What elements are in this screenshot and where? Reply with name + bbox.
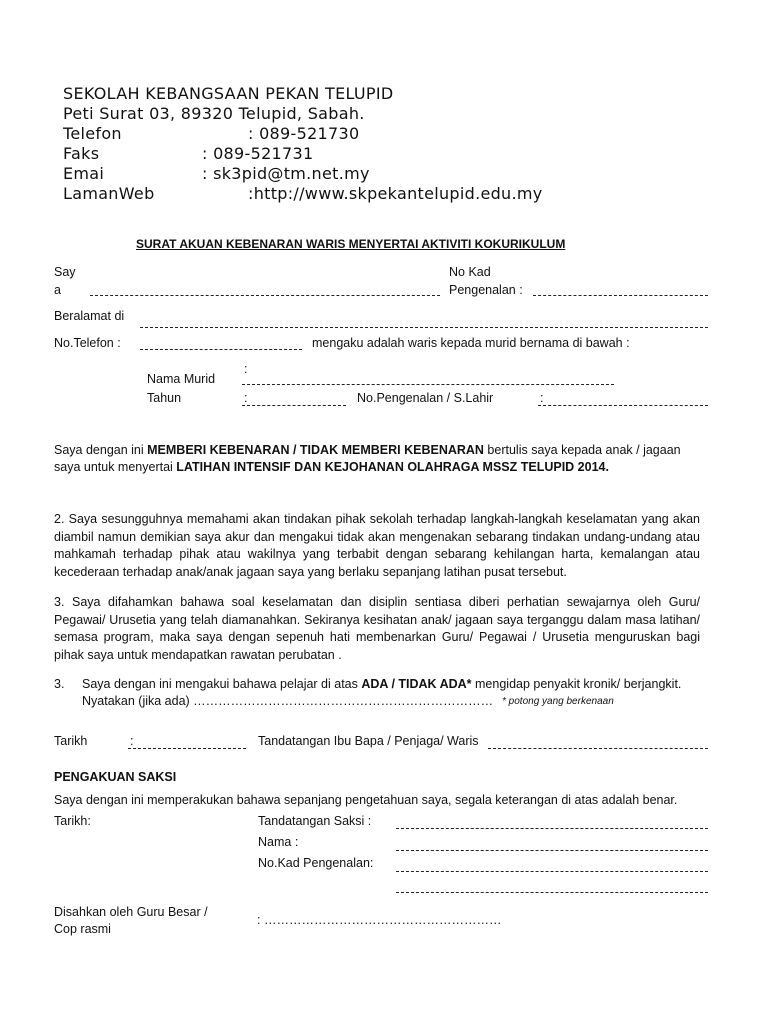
strike-note: * potong yang berkenaan [502, 696, 614, 707]
phone-value: : 089-521730 [248, 124, 360, 143]
paragraph-3: 3. Saya difahamkan bahawa soal keselamatan dan disiplin sentiasa diberi perhatian sewajarnya oleh Guru/ Pegawai/ Urusetia yang telah diamanahkan. Sekiranya kesihatan anak/ jagaan saya terganggu dalam masa latihan/ semasa program, maka saya dengan sepenuh hati membenarkan Guru/ Pegawai / Urusetia menguruskan bagi pihak saya untuk mendapatkan rawatan perubatan . [54, 595, 700, 662]
date-colon: : [130, 734, 134, 748]
witness-signature-blank-line[interactable] [396, 828, 708, 829]
witness-name-label: Nama : [258, 835, 299, 849]
name-blank-line[interactable] [90, 295, 440, 296]
school-address: Peti Surat 03, 89320 Telupid, Sabah. [63, 104, 365, 123]
consent-line-1: Saya dengan ini MEMBERI KEBENARAN / TIDAK MEMBERI KEBENARAN bertulis saya kepada anak / jagaan [54, 443, 681, 457]
year-label: Tahun [147, 391, 182, 405]
student-ic-colon: : [540, 391, 544, 405]
address-label: Beralamat di [54, 309, 125, 323]
declaration-text: mengaku adalah waris kepada murid bernama di bawah : [312, 336, 630, 350]
student-ic-blank-line[interactable] [538, 405, 708, 406]
nokad-label-1: No Kad [449, 265, 491, 279]
web-label: LamanWeb [63, 184, 155, 203]
item-3-text: Saya dengan ini mengakui bahawa pelajar di atas ADA / TIDAK ADA* mengidap penyakit kronik/ berjangkit. [82, 677, 682, 691]
parent-signature-label: Tandatangan Ibu Bapa / Penjaga/ Waris [258, 734, 479, 748]
address-blank-line[interactable] [140, 327, 708, 328]
witness-name-blank-line[interactable] [396, 850, 708, 851]
student-name-blank-line[interactable] [242, 384, 614, 385]
witness-extra-blank-line[interactable] [396, 892, 708, 893]
phone-label: Telefon [63, 124, 122, 143]
item-3-number: 3. [54, 677, 65, 691]
witness-ic-blank-line[interactable] [396, 871, 708, 872]
email-label: Emai [63, 164, 105, 183]
witness-date-label: Tarikh: [54, 814, 91, 828]
document-title: SURAT AKUAN KEBENARAN WARIS MENYERTAI AKTIVITI KOKURIKULUM [136, 237, 566, 251]
ic-blank-line[interactable] [533, 295, 708, 296]
fax-value: : 089-521731 [202, 144, 314, 163]
school-name: SEKOLAH KEBANGSAAN PEKAN TELUPID [63, 84, 394, 103]
saya-label-1: Say [54, 265, 76, 279]
student-ic-label: No.Pengenalan / S.Lahir [357, 391, 494, 405]
witness-signature-label: Tandatangan Saksi : [258, 814, 372, 828]
date-label: Tarikh [54, 734, 88, 748]
saya-label-2: a [54, 283, 61, 297]
witness-statement: Saya dengan ini memperakukan bahawa sepanjang pengetahuan saya, segala keterangan di atas adalah benar. [54, 793, 678, 807]
witness-heading: PENGAKUAN SAKSI [54, 770, 177, 784]
consent-line-2: saya untuk menyertai LATIHAN INTENSIF DAN KEJOHANAN OLAHRAGA MSSZ TELUPID 2014. [54, 460, 609, 474]
witness-ic-label: No.Kad Pengenalan: [258, 856, 374, 870]
year-blank-line[interactable] [242, 405, 346, 406]
student-name-label: Nama Murid [147, 372, 216, 386]
nokad-label-2: Pengenalan : [449, 283, 523, 297]
student-name-colon: : [244, 362, 248, 376]
item-3-specify: Nyatakan (jika ada) ……………………………………………………………… [82, 694, 494, 708]
year-colon: : [244, 391, 248, 405]
phone-field-label: No.Telefon : [54, 336, 121, 350]
parent-signature-blank-line[interactable] [488, 748, 708, 749]
web-value: :http://www.skpekantelupid.edu.my [248, 184, 543, 203]
email-value: : sk3pid@tm.net.my [202, 164, 370, 183]
fax-label: Faks [63, 144, 100, 163]
headmaster-label-1: Disahkan oleh Guru Besar / [54, 905, 208, 919]
headmaster-dotted-line[interactable]: : ………………………………………………… [257, 913, 502, 927]
date-blank-line[interactable] [128, 748, 246, 749]
paragraph-2: 2. Saya sesungguhnya memahami akan tindakan pihak sekolah terhadap langkah-langkah keselamatan yang akan diambil namun demikian saya akur dan mengakui tidak akan mengenakan sebarang tindakan undang-undang atau mahkamah terhadap pihak atau wakilnya yang terbabit dengan sebarang kehilangan harta, kemalangan atau kecederaan terhadap anak/anak jagaan saya yang berlaku sepanjang latihan pusat tersebut. [54, 512, 700, 579]
phone-blank-line[interactable] [140, 349, 302, 350]
headmaster-label-2: Cop rasmi [54, 922, 111, 936]
